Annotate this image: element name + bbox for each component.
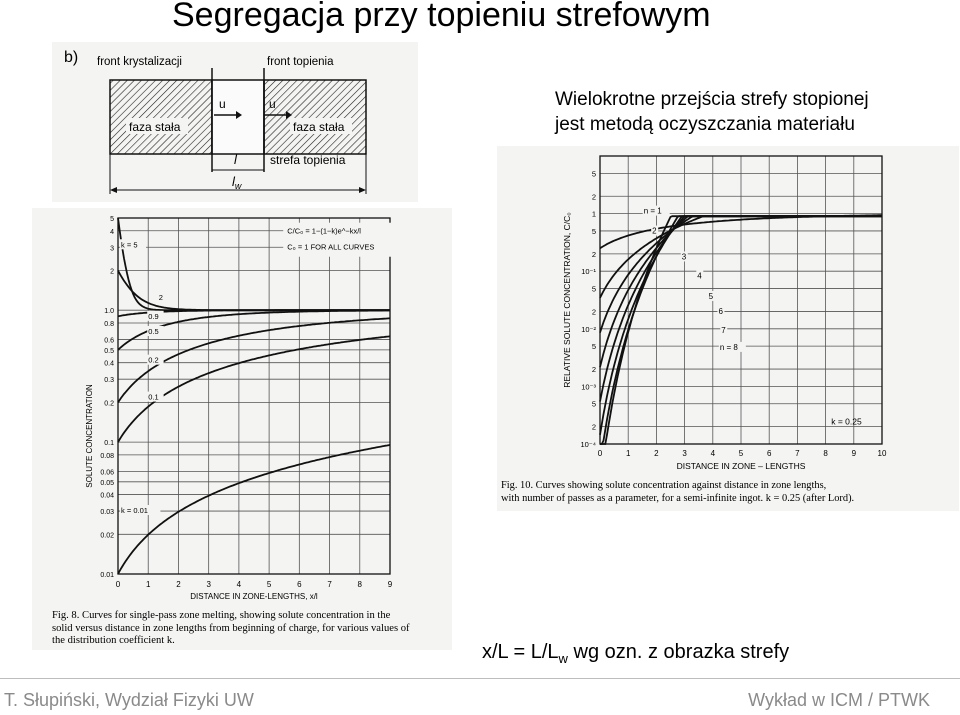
fig10-x-tick-label: 3	[682, 449, 687, 458]
fig8-series-line	[118, 336, 390, 442]
fig8-y-tick-label: 2	[110, 268, 114, 276]
fig8-y-tick-label: 1.0	[104, 308, 114, 316]
fig10-x-tick-label: 2	[654, 449, 659, 458]
fig10-x-tick-label: 1	[625, 449, 631, 458]
footer-author: T. Słupiński, Wydział Fizyki UW	[4, 690, 254, 710]
fig8-y-tick-label: 0.3	[104, 377, 114, 385]
fig10-series-label: 6	[718, 307, 723, 317]
fig10-caption-line2: with number of passes as a parameter, for a semi-infinite ingot. k = 0.25 (after Lord).	[501, 493, 855, 504]
fig10-x-tick-label: 5	[738, 449, 744, 458]
slide-title: Segregacja przy topieniu strefowym	[172, 0, 711, 34]
fig10-x-tick-label: 6	[766, 449, 772, 458]
fig10-panel	[497, 146, 959, 511]
fig10-series-label: 4	[697, 271, 702, 281]
fig8-x-tick-label: 7	[327, 580, 332, 589]
fig10-y-tick-label: 10⁻¹	[581, 267, 596, 277]
slide-subtitle-line1: Wielokrotne przejścia strefy stopionej	[555, 89, 869, 110]
fig8-x-tick-label: 9	[387, 580, 393, 589]
fig8-series-label: 0.9	[148, 311, 159, 321]
fig8-y-tick-label: 0.6	[104, 337, 114, 345]
label-zone-l: l	[234, 152, 237, 167]
fig10-series-label: 2	[652, 226, 657, 236]
fig8-series-label: 0.2	[148, 355, 159, 365]
fig8-y-tick-label: 0.01	[100, 572, 114, 579]
fig8-x-tick-label: 3	[206, 580, 211, 589]
fig10-series-label: 3	[681, 252, 687, 262]
fig8-chart	[32, 208, 452, 650]
fig8-series-label: k = 5	[121, 240, 138, 250]
fig10-x-tick-label: 0	[597, 449, 603, 458]
fig10-x-tick-label: 9	[851, 449, 857, 458]
fig10-x-tick-label: 10	[877, 449, 887, 458]
fig8-series-label: 2	[158, 292, 163, 302]
fig10-x-tick-label: 8	[823, 449, 828, 458]
fig10-y-tick-label: 2	[591, 365, 596, 375]
fig8-y-tick-label: 0.04	[100, 492, 114, 500]
fig8-x-tick-label: 4	[236, 580, 242, 589]
fig10-y-tick-label: 5	[591, 226, 596, 236]
fig10-series-label: 5	[708, 291, 714, 301]
fig8-x-tick-label: 1	[145, 580, 151, 589]
fig10-y-tick-label: 5	[591, 399, 596, 409]
fig8-series-label: 0.1	[148, 392, 159, 402]
fig10-x-tick-label: 7	[795, 449, 800, 458]
fig8-y-tick-label: 0.05	[100, 479, 114, 487]
fig10-y-tick-label: 5	[591, 169, 596, 179]
label-front-topienia: front topienia	[267, 56, 334, 68]
fig10-x-axis-label: DISTANCE IN ZONE – LENGTHS	[676, 461, 806, 471]
fig10-y-tick-label: 2	[591, 422, 596, 432]
fig8-x-tick-label: 6	[297, 580, 302, 589]
fig10-y-tick-label: 2	[591, 307, 596, 317]
fig8-y-tick-label: 0.4	[104, 360, 114, 368]
fig10-y-tick-label: 2	[591, 249, 596, 259]
fig10-series-label: 7	[721, 325, 726, 335]
fig8-caption-line1: Fig. 8. Curves for single-pass zone melting, showing solute concentration in the	[52, 610, 391, 621]
fig8-series-label: k = 0.01	[121, 506, 148, 516]
slide-subtitle-line2: jest metodą oczyszczania materiału	[555, 114, 855, 135]
fig8-y-tick-label: 0.5	[104, 347, 114, 355]
fig8-y-axis-label: SOLUTE CONCENTRATION	[85, 384, 94, 488]
fig10-caption-line1: Fig. 10. Curves showing solute concentration against distance in zone lengths,	[501, 480, 827, 491]
fig10-chart	[497, 146, 959, 511]
fig8-formula-2: C₀ = 1 FOR ALL CURVES	[287, 242, 375, 252]
fig8-series-label: 0.5	[148, 326, 159, 336]
panel-label: b)	[64, 49, 79, 66]
fig10-y-axis-label: RELATIVE SOLUTE CONCENTRATION, C/C₀	[562, 212, 572, 388]
solid-phase-left	[110, 80, 212, 154]
zone-melting-schematic	[52, 42, 418, 202]
footer-divider	[0, 678, 960, 679]
fig10-y-tick-label: 1	[591, 209, 596, 219]
fig8-y-tick-label: 0.08	[100, 452, 114, 460]
fig8-panel	[32, 208, 452, 650]
label-velocity-u1: u	[219, 97, 226, 111]
fig8-caption-line3: the distribution coefficient k.	[52, 635, 175, 646]
fig8-y-tick-label: 0.2	[104, 400, 114, 408]
fig8-y-tick-label: 0.03	[100, 509, 114, 517]
footer-course: Wykład w ICM / PTWK	[748, 690, 930, 710]
fig8-x-axis-label: DISTANCE IN ZONE-LENGTHS, x/l	[190, 592, 318, 601]
fig8-x-tick-label: 8	[357, 580, 363, 589]
fig8-caption-line2: solid versus distance in zone lengths from beginning of charge, for various values of	[52, 622, 410, 634]
fig8-y-tick-label: 0.8	[104, 320, 114, 328]
fig8-formula-1: C/C₀ = 1−(1−k)e^−kx/l	[287, 226, 361, 236]
label-front-krystalizacji: front krystalizacji	[97, 56, 182, 68]
fig10-x-tick-label: 4	[710, 449, 716, 458]
fig10-y-tick-label: 10⁻²	[581, 324, 596, 334]
fig8-y-tick-label: 3	[110, 245, 114, 253]
fig8-x-tick-label: 0	[115, 580, 121, 589]
fig8-y-tick-label: 0.02	[100, 532, 114, 540]
label-velocity-u2: u	[269, 97, 276, 111]
fig10-y-tick-label: 5	[591, 284, 596, 294]
fig10-series-label: n = 1	[643, 206, 662, 216]
fig10-y-tick-label: 10⁻³	[581, 382, 596, 392]
fig10-k-label: k = 0.25	[831, 416, 862, 427]
label-lw: $l_w$	[232, 174, 242, 191]
fig8-series-line	[118, 271, 390, 311]
fig10-y-tick-label: 5	[591, 342, 596, 352]
fig8-x-tick-label: 2	[176, 580, 181, 589]
label-faza-stala-left: faza stała	[129, 120, 181, 134]
fig8-y-tick-label: 4	[110, 228, 114, 236]
fig10-y-tick-label: 2	[591, 192, 596, 202]
fig10-y-tick-label: 10⁻⁴	[580, 440, 596, 449]
fig8-x-tick-label: 5	[266, 580, 272, 589]
distance-formula: $x/L = L/L_w$ wg ozn. z obrazka strefy	[482, 641, 790, 666]
fig8-y-tick-label: 5	[110, 216, 114, 223]
fig8-y-tick-label: 0.1	[104, 440, 114, 448]
label-strefa-topienia: strefa topienia	[270, 153, 346, 167]
fig10-series-label: n = 8	[719, 342, 738, 352]
fig8-y-tick-label: 0.06	[100, 469, 114, 477]
label-faza-stala-right: faza stała	[293, 120, 345, 134]
solid-phase-right	[264, 80, 366, 154]
